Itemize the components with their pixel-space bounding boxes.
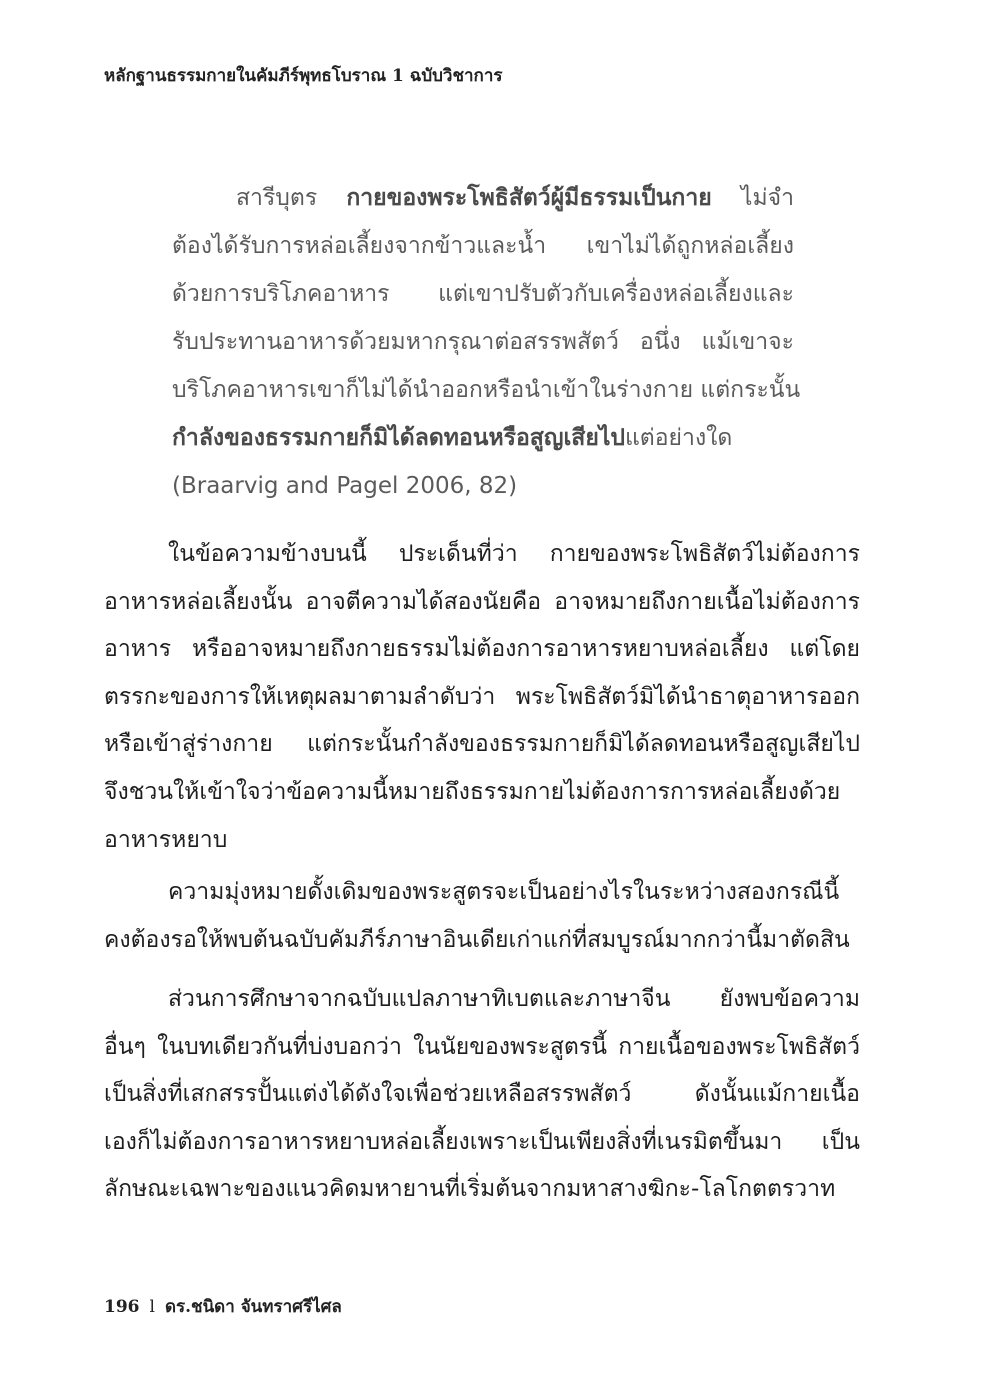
paragraph-line: คงต้องรอให้พบต้นฉบับคัมภีร์ภาษาอินเดียเก่าแก่ที่สมบูรณ์มากกว่านี้มาตัดสิน bbox=[104, 926, 850, 953]
paragraph-3 bbox=[104, 976, 860, 1214]
quote-line: ต้องได้รับการหล่อเลี้ยงจากข้าวและน้ำ เขาไม่ได้ถูกหล่อเลี้ยง bbox=[172, 233, 794, 259]
quote-line: บริโภคอาหารเขาก็ไม่ได้นำออกหรือนำเข้าในร่างกาย แต่กระนั้น bbox=[172, 377, 801, 403]
paragraph-line: ในข้อความข้างบนนี้ ประเด็นที่ว่า กายของพระโพธิสัตว์ไม่ต้องการ bbox=[168, 541, 860, 567]
paragraph-line: อาหาร หรืออาจหมายถึงกายธรรมไม่ต้องการอาหารหยาบหล่อเลี้ยง แต่โดย bbox=[104, 636, 860, 663]
quote-citation: (Braarvig and Pagel 2006, 82) bbox=[172, 473, 518, 499]
page-number: 196 bbox=[104, 1297, 140, 1317]
paragraph-line: จึงชวนให้เข้าใจว่าข้อความนี้หมายถึงธรรมกายไม่ต้องการการหล่อเลี้ยงด้วย bbox=[104, 778, 841, 805]
paragraph-line: ลักษณะเฉพาะของแนวคิดมหายานที่เริ่มต้นจากมหาสางฆิกะ-โลโกตตรวาท bbox=[104, 1176, 836, 1203]
quote-line: กำลังของธรรมกายก็มิได้ลดทอนหรือสูญเสียไปแต่อย่างใด bbox=[172, 425, 733, 451]
paragraph-line: อาหารหยาบ bbox=[104, 826, 228, 853]
paragraph-line: เองก็ไม่ต้องการอาหารหยาบหล่อเลี้ยงเพราะเป็นเพียงสิ่งที่เนรมิตขึ้นมา เป็น bbox=[104, 1128, 860, 1155]
paragraph-1 bbox=[104, 531, 860, 864]
paragraph-line: ส่วนการศึกษาจากฉบับแปลภาษาทิเบตและภาษาจีน ยังพบข้อความ bbox=[168, 986, 860, 1012]
running-header: หลักฐานธรรมกายในคัมภีร์พุทธโบราณ 1 ฉบับวิชาการ bbox=[104, 66, 503, 86]
block-quote bbox=[172, 174, 801, 510]
author-name: ดร.ชนิดา จันทราศรีไศล bbox=[164, 1297, 342, 1317]
paragraph-line: ความมุ่งหมายดั้งเดิมของพระสูตรจะเป็นอย่างไรในระหว่างสองกรณีนี้ bbox=[168, 879, 840, 905]
paragraph-line: หรือเข้าสู่ร่างกาย แต่กระนั้นกำลังของธรรมกายก็มิได้ลดทอนหรือสูญเสียไป bbox=[104, 731, 860, 758]
paragraph-line: อาหารหล่อเลี้ยงนั้น อาจตีความได้สองนัยคือ อาจหมายถึงกายเนื้อไม่ต้องการ bbox=[104, 588, 860, 615]
footer-separator: l bbox=[149, 1297, 155, 1317]
paragraph-line: อื่นๆ ในบทเดียวกันที่บ่งบอกว่า ในนัยของพระสูตรนี้ กายเนื้อของพระโพธิสัตว์ bbox=[104, 1033, 860, 1060]
paragraph-2 bbox=[104, 869, 860, 964]
paragraph-line: เป็นสิ่งที่เสกสรรปั้นแต่งได้ดังใจเพื่อช่วยเหลือสรรพสัตว์ ดังนั้นแม้กายเนื้อ bbox=[104, 1081, 860, 1108]
quote-line: สารีบุตร กายของพระโพธิสัตว์ผู้มีธรรมเป็นกาย ไม่จำ bbox=[236, 185, 794, 211]
quote-line: ด้วยการบริโภคอาหาร แต่เขาปรับตัวกับเครื่องหล่อเลี้ยงและ bbox=[172, 281, 794, 307]
paragraph-line: ตรรกะของการให้เหตุผลมาตามลำดับว่า พระโพธิสัตว์มิได้นำธาตุอาหารออก bbox=[104, 683, 860, 710]
quote-line: รับประทานอาหารด้วยมหากรุณาต่อสรรพสัตว์ อนึ่ง แม้เขาจะ bbox=[172, 329, 794, 355]
page-footer bbox=[104, 1293, 342, 1320]
